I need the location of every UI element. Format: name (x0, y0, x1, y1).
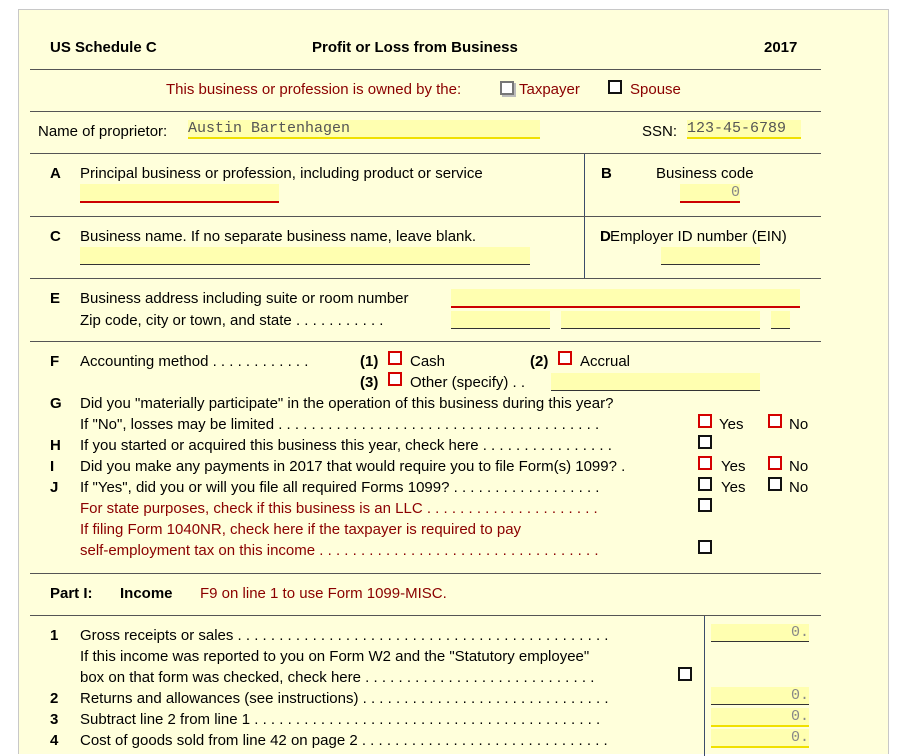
line-f-letter: F (50, 353, 60, 370)
filed-1099-yes-label: Yes (721, 479, 746, 496)
line-g-label: Did you "materially participate" in the operation of this business during this year? (80, 395, 614, 412)
cash-number: (1) (360, 353, 379, 370)
part1-label: Part I: (50, 585, 93, 602)
business-code-field[interactable]: 0 (680, 184, 740, 203)
payments-1099-no-label: No (789, 458, 809, 475)
line-d-letter: D (600, 228, 611, 245)
line-i-label: Did you make any payments in 2017 that would require you to file Form(s) 1099? . (80, 458, 626, 475)
form-name: US Schedule C (50, 39, 157, 56)
participate-yes-checkbox[interactable] (698, 414, 712, 428)
line-h-letter: H (50, 437, 61, 454)
owner-label: This business or profession is owned by the: (166, 81, 462, 98)
other-number: (3) (360, 374, 379, 391)
line-d-label: Employer ID number (EIN) (610, 228, 787, 245)
proprietor-name-field[interactable]: Austin Bartenhagen (188, 120, 540, 139)
line-2-number: 2 (50, 690, 59, 707)
divider (30, 216, 821, 217)
filed-1099-no-label: No (789, 479, 809, 496)
accrual-checkbox[interactable] (558, 351, 572, 365)
filed-1099-yes-checkbox[interactable] (698, 477, 712, 491)
payments-1099-yes-checkbox[interactable] (698, 456, 712, 470)
divider (30, 153, 821, 154)
line-e-label-zip: Zip code, city or town, and state . . . . . . . . . . . (80, 312, 384, 329)
business-name-field[interactable] (80, 247, 530, 265)
line-2-label: Returns and allowances (see instructions) . . . . . . . . . . . . . . . . . . . . . . . . . . . . . . (80, 690, 609, 707)
nr-label-1: If filing Form 1040NR, check here if the taxpayer is required to pay (80, 521, 522, 538)
line-a-label: Principal business or profession, including product or service (80, 165, 483, 182)
city-field[interactable] (561, 311, 760, 329)
accrual-label: Accrual (580, 353, 631, 370)
line-3-number: 3 (50, 711, 59, 728)
line-3-field: 0. (711, 708, 809, 727)
other-specify-field[interactable] (551, 373, 760, 391)
cost-of-goods-field: 0. (711, 729, 809, 748)
divider (30, 111, 821, 112)
filed-1099-no-checkbox[interactable] (768, 477, 782, 491)
proprietor-label: Name of proprietor: (38, 123, 168, 140)
line-e-letter: E (50, 290, 61, 307)
line-c-letter: C (50, 228, 61, 245)
line-4-number: 4 (50, 732, 59, 749)
principal-business-field[interactable] (80, 184, 279, 203)
amount-column-divider (704, 616, 705, 756)
line-1-number: 1 (50, 627, 59, 644)
line-g-label-2: If "No", losses may be limited . . . . . . . . . . . . . . . . . . . . . . . . . . . . . . . . . . . . . . . (80, 416, 600, 433)
line-i-letter: I (50, 458, 55, 475)
zip-code-field[interactable] (451, 311, 550, 329)
line-3-label: Subtract line 2 from line 1 . . . . . . . . . . . . . . . . . . . . . . . . . . . . . . . . . . . . . . . . . . (80, 711, 601, 728)
taxpayer-label: Taxpayer (519, 81, 580, 98)
cash-label: Cash (410, 353, 446, 370)
gross-receipts-field[interactable]: 0. (711, 624, 809, 642)
accrual-number: (2) (530, 353, 549, 370)
self-employment-tax-checkbox[interactable] (698, 540, 712, 554)
other-checkbox[interactable] (388, 372, 402, 386)
divider (30, 615, 821, 616)
payments-1099-yes-label: Yes (721, 458, 746, 475)
part1-hint: F9 on line 1 to use Form 1099-MISC. (200, 585, 447, 602)
state-field[interactable] (771, 311, 790, 329)
divider (30, 69, 821, 70)
line-j-label: If "Yes", did you or will you file all required Forms 1099? . . . . . . . . . . . . . . . . . . (80, 479, 600, 496)
ein-field[interactable] (661, 247, 760, 265)
llc-label: For state purposes, check if this business is an LLC . . . . . . . . . . . . . . . . . . . . . (80, 500, 598, 517)
line-e-label-address: Business address including suite or room number (80, 290, 409, 307)
w2-label-1: If this income was reported to you on Form W2 and the "Statutory employee" (80, 648, 590, 665)
participate-yes-label: Yes (719, 416, 744, 433)
divider (30, 341, 821, 342)
spouse-label: Spouse (630, 81, 681, 98)
line-b-label: Business code (656, 165, 754, 182)
spouse-checkbox[interactable] (608, 80, 622, 94)
line-g-letter: G (50, 395, 62, 412)
tax-year: 2017 (764, 39, 798, 56)
line-c-label: Business name. If no separate business name, leave blank. (80, 228, 477, 245)
other-label: Other (specify) . . (410, 374, 526, 391)
ssn-field[interactable]: 123-45-6789 (687, 120, 801, 139)
divider (30, 278, 821, 279)
ssn-label: SSN: (642, 123, 678, 140)
line-a-letter: A (50, 165, 61, 182)
form-title: Profit or Loss from Business (312, 39, 518, 56)
line-1-label: Gross receipts or sales . . . . . . . . . . . . . . . . . . . . . . . . . . . . . . . . . . . . . . . . . . . . . (80, 627, 609, 644)
returns-allowances-field[interactable]: 0. (711, 687, 809, 705)
line-b-letter: B (601, 165, 612, 182)
statutory-employee-checkbox[interactable] (678, 667, 692, 681)
w2-label-2: box on that form was checked, check here . . . . . . . . . . . . . . . . . . . . . . . . . . . . (80, 669, 595, 686)
llc-checkbox[interactable] (698, 498, 712, 512)
line-f-label: Accounting method . . . . . . . . . . . . (80, 353, 309, 370)
part1-title: Income (120, 585, 173, 602)
line-4-label: Cost of goods sold from line 42 on page 2 . . . . . . . . . . . . . . . . . . . . . . . . . . . . . . (80, 732, 608, 749)
taxpayer-checkbox[interactable] (500, 81, 514, 95)
payments-1099-no-checkbox[interactable] (768, 456, 782, 470)
participate-no-label: No (789, 416, 809, 433)
nr-label-2: self-employment tax on this income . . . . . . . . . . . . . . . . . . . . . . . . . . . . . . . . . . (80, 542, 599, 559)
business-address-field[interactable] (451, 289, 800, 308)
participate-no-checkbox[interactable] (768, 414, 782, 428)
cash-checkbox[interactable] (388, 351, 402, 365)
started-business-checkbox[interactable] (698, 435, 712, 449)
schedule-c-form (18, 9, 889, 754)
line-j-letter: J (50, 479, 59, 496)
divider (30, 573, 821, 574)
line-h-label: If you started or acquired this business this year, check here . . . . . . . . . . . . . . . . (80, 437, 612, 454)
